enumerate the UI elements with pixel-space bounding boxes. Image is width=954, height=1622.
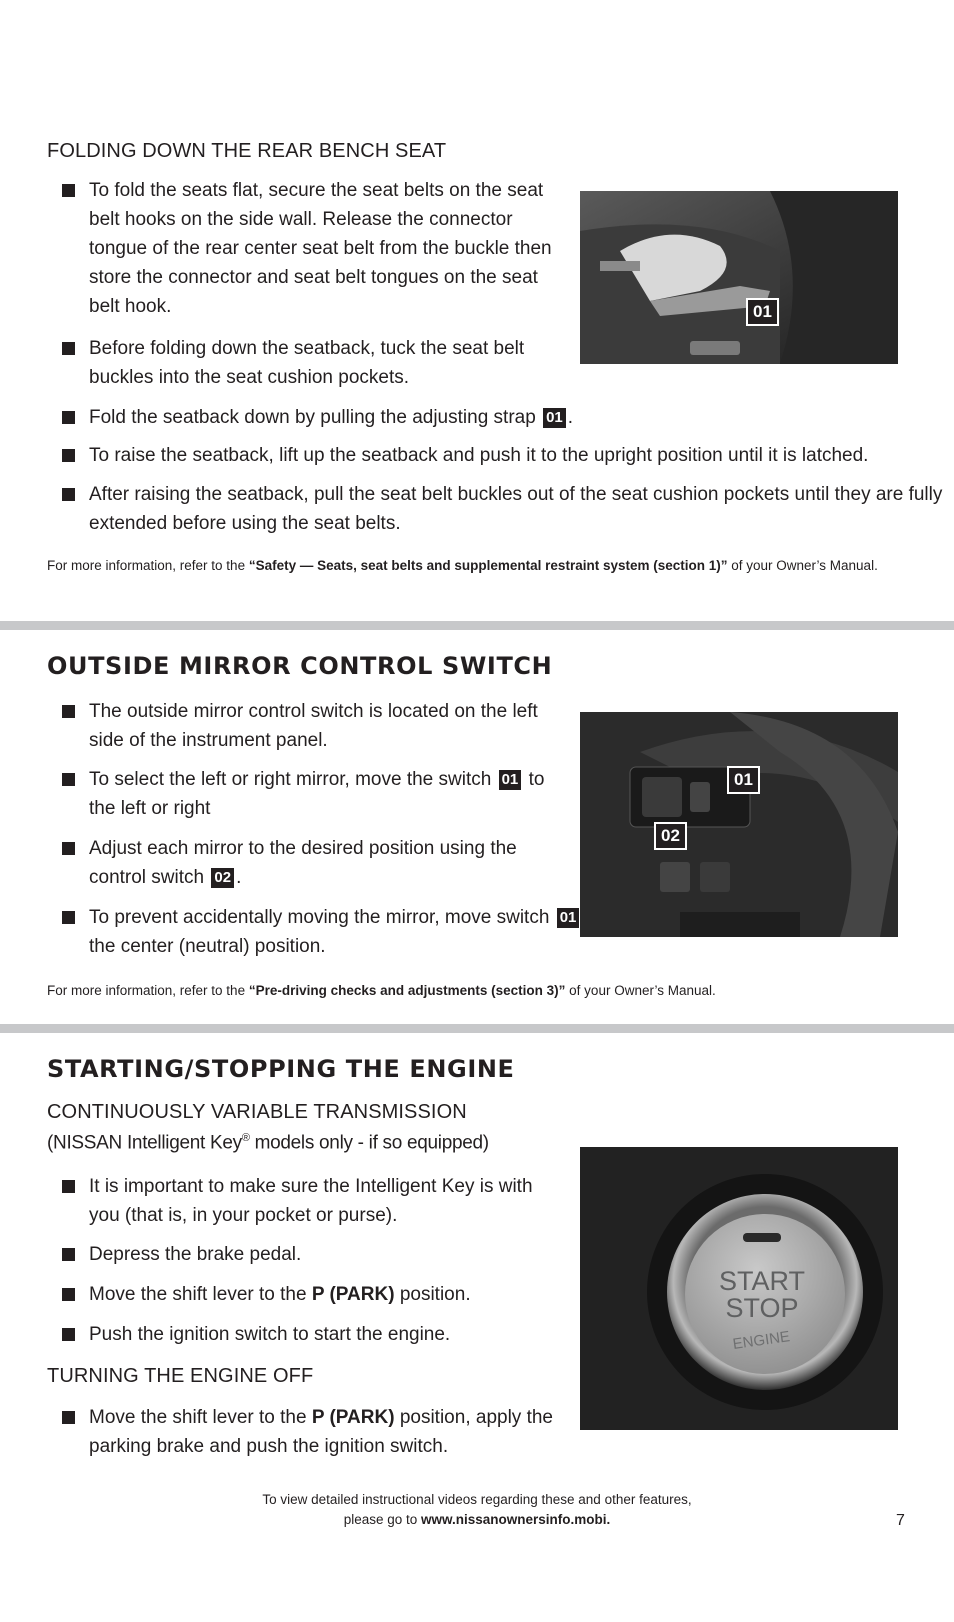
callout-tag: 01 xyxy=(557,908,580,928)
bullet-square xyxy=(62,842,75,855)
list-item: Before folding down the seatback, tuck the seat belt buckles into the seat cushion pockets. xyxy=(47,334,559,392)
list-item: To prevent accidentally moving the mirror, move switch 01 the center (neutral) position. xyxy=(47,903,609,961)
rear-seat-photo xyxy=(580,191,898,364)
rear-seat-subheading: FOLDING DOWN THE REAR BENCH SEAT xyxy=(47,140,447,162)
list-item: Push the ignition switch to start the engine. xyxy=(47,1320,559,1349)
callout-tag: 01 xyxy=(543,408,566,428)
section-divider xyxy=(0,621,954,630)
mirror-switch-photo xyxy=(580,712,898,937)
reference-note: For more information, refer to the “Pre-driving checks and adjustments (section 3)” of your Owner’s Manual. xyxy=(47,983,716,998)
photo-callout-01: 01 xyxy=(746,298,779,326)
bullet-square xyxy=(62,911,75,924)
engine-off-subheading: TURNING THE ENGINE OFF xyxy=(47,1365,314,1387)
footer-note: To view detailed instructional videos regarding these and other features, please go to www.nissanownersinfo.mobi. xyxy=(262,1492,692,1527)
list-item: Depress the brake pedal. xyxy=(47,1240,559,1269)
bullet-square xyxy=(62,1288,75,1301)
bullet-square xyxy=(62,1328,75,1341)
bullet-square xyxy=(62,773,75,786)
list-item: To fold the seats flat, secure the seat belts on the seat belt hooks on the side wall. Release the connector tongue of the rear center seat belt from the buckle then store the connector and seat belt tongues on the seat belt hook. xyxy=(47,176,559,321)
bullet-square xyxy=(62,488,75,501)
bullet-square xyxy=(62,411,75,424)
cvt-subheading: CONTINUOUSLY VARIABLE TRANSMISSION xyxy=(47,1101,467,1123)
list-item: Fold the seatback down by pulling the adjusting strap 01 . xyxy=(47,403,929,432)
list-item: It is important to make sure the Intelligent Key is with you (that is, in your pocket or purse). xyxy=(47,1172,559,1230)
list-item: Move the shift lever to the P (PARK) position. xyxy=(47,1280,559,1309)
engine-section-heading: STARTING/STOPPING THE ENGINE xyxy=(47,1055,515,1083)
start-stop-button-photo xyxy=(580,1147,898,1430)
start-stop-button-illustration xyxy=(580,1147,898,1430)
bullet-square xyxy=(62,1180,75,1193)
bullet-square xyxy=(62,342,75,355)
bullet-square xyxy=(62,705,75,718)
list-item: To raise the seatback, lift up the seatback and push it to the upright position until it is latched. xyxy=(47,441,949,470)
engine-label: ENGINE xyxy=(731,1328,792,1353)
rear-seat-illustration xyxy=(580,191,898,364)
start-label: START xyxy=(718,1266,806,1296)
list-item: After raising the seatback, pull the seat belt buckles out of the seat cushion pockets until they are fully extended before using the seat belts. xyxy=(47,480,949,538)
bullet-square xyxy=(62,1248,75,1261)
mirror-switch-illustration xyxy=(580,712,898,937)
list-item: Adjust each mirror to the desired position using the control switch 02 . xyxy=(47,834,569,892)
mirror-section-heading: OUTSIDE MIRROR CONTROL SWITCH xyxy=(47,652,553,680)
reference-note: For more information, refer to the “Safety — Seats, seat belts and supplemental restraint system (section 1)” of your Owner’s Manual. xyxy=(47,558,878,573)
list-item: The outside mirror control switch is located on the left side of the instrument panel. xyxy=(47,697,569,755)
callout-tag: 01 xyxy=(499,770,522,790)
cvt-subline: (NISSAN Intelligent Key® models only - if so equipped) xyxy=(47,1132,489,1154)
list-item: To select the left or right mirror, move the switch 01 to the left or right xyxy=(47,765,569,823)
photo-callout-02: 02 xyxy=(654,822,687,850)
page-number: 7 xyxy=(896,1512,905,1529)
bullet-square xyxy=(62,1411,75,1424)
section-divider xyxy=(0,1024,954,1033)
list-item: Move the shift lever to the P (PARK) position, apply the parking brake and push the ignition switch. xyxy=(47,1403,609,1461)
photo-callout-01: 01 xyxy=(727,766,760,794)
bullet-square xyxy=(62,184,75,197)
bullet-square xyxy=(62,449,75,462)
stop-label: STOP xyxy=(725,1293,799,1323)
footer-link[interactable]: www.nissanownersinfo.mobi. xyxy=(421,1512,611,1527)
callout-tag: 02 xyxy=(211,868,234,888)
